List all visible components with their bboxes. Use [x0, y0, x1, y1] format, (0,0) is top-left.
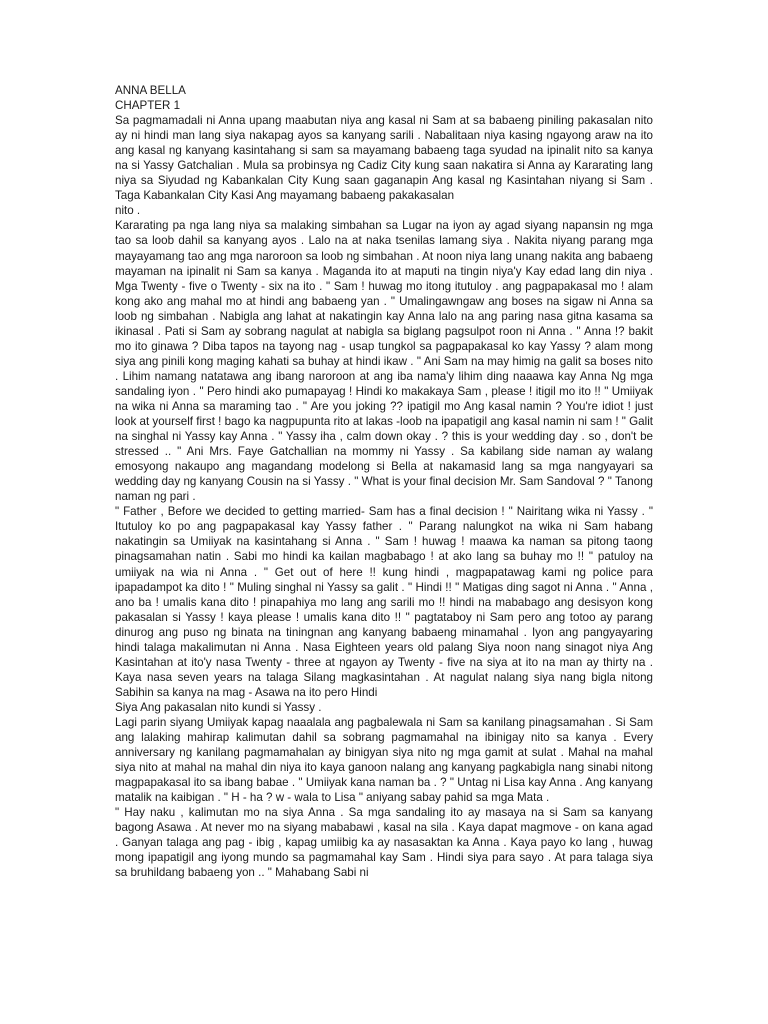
paragraph-4: " Father , Before we decided to getting married- Sam has a final decision ! " Nairitang wika ni Yassy . " Itutuloy ko po ang pagpapakasal kay Yassy father . " Parang nalungkot na wika ni Sam habang nakatingin sa Umiiyak na kasintahang si Anna . " Sam ! huwag ! maawa ka naman sa pitong taong pinagsamahan natin . Sabi mo hindi ka kailan magbabago ! at ako lang sa buhay mo !! " patuloy na umiiyak na wia ni Anna . " Get out of here !! kung hindi , magpapatawag kami ng police para ipapadampot ka dito ! " Muling singhal ni Yassy sa galit . " Hindi !! " Matigas ding sagot ni Anna . " Anna , ano ba ! umalis kana dito ! pinapahiya mo lang ang sarili mo !! hindi na mababago ang desisyon kong pakasalan si Yassy ! kaya please ! umalis kana dito !! " pagtataboy ni Sam pero ang totoo ay parang dinurog ang puso ng binata na tiningnan ang kanyang babaeng minamahal . Iyon ang pangyayaring hindi talaga makalimutan ni Anna . Nasa Eighteen years old palang Siya noon nang sinagot niya Ang Kasintahan at ito'y nasa Twenty - three at ngayon ay Twenty - five na siya at ito na man ay thirty na . Kaya nasa seven years na talaga Silang magkasintahan . At nagulat nalang siya nang bigla nitong Sabihin sa kanya na mag - Asawa na ito pero Hindi: [115, 505, 653, 699]
document-title: ANNA BELLA: [115, 84, 186, 97]
paragraph-1: Sa pagmamadali ni Anna upang maabutan niya ang kasal ni Sam at sa babaeng piniling pakasalan nito ay ni hindi man lang siya nakapag ayos sa kanyang sarili . Nabalitaan niya kasing ngayong araw na ito ang kasal ng kanyang kasintahang si sam sa mayamang babaeng taga syudad na ipinalit nito sa kanya na si Yassy Gatchalian . Mula sa probinsya ng Cadiz City kung saan nakatira si Anna ay Kararating lang niya sa Siyudad ng Kabankalan City Kung saan gaganapin Ang kasal ng Kasintahan niyang si Sam . Taga Kabankalan City Kasi Ang mayamang babaeng pakakasalan: [115, 114, 653, 203]
paragraph-2: nito .: [115, 204, 141, 218]
paragraph-7: " Hay naku , kalimutan mo na siya Anna . Sa mga sandaling ito ay masaya na si Sam sa kanyang bagong Asawa . At never mo na siyang mababawi , kasal na sila . Kaya dapat magmove - on kana agad . Ganyan talaga ang pag - ibig , kapag umiibig ka ay nasasaktan ka Anna . Kaya payo ko lang , huwag mong ipapatigil ang iyong mundo sa pagmamahal kay Sam . Hindi siya para sayo . At para talaga siya sa bruhildang babaeng yon .. " Mahabang Sabi ni: [115, 806, 653, 880]
chapter-heading: CHAPTER 1: [115, 99, 181, 113]
paragraph-5: Siya Ang pakasalan nito kundi si Yassy .: [115, 700, 322, 714]
paragraph-3: Kararating pa nga lang niya sa malaking simbahan sa Lugar na iyon ay agad siyang napansin ng mga tao sa loob dahil sa kanyang ayos . Lalo na at naka tsenilas lamang siya . Nakita niyang parang mga mayayamang tao ang mga naroroon sa loob ng simbahan . At noon niya lang unang nakita ang babaeng mayaman na ipinalit ni Sam sa kanya . Maganda ito at maputi na tingin niya'y Kay edad lang din niya . Mga Twenty - five o Twenty - six na ito . " Sam ! huwag mo itong itutuloy . ang pagpapakasal mo ! alam kong ako ang mahal mo at hindi ang babaeng yan . " Umalingawngaw ang boses na sigaw ni Anna sa loob ng simbahan . Nabigla ang lahat at nakatingin kay Anna lalo na ang paring nasa gitna kasama sa ikinasal . Pati si Sam ay sobrang nagulat at nabigla sa biglang pagsulpot roon ni Anna . " Anna !? bakit mo ito ginawa ? Diba tapos na tayong nag - usap tungkol sa pagpapakasal ko kay Yassy ? alam mong siya ang pinili kong maging kahati sa buhay at hindi ikaw . " Ani Sam na may himig na galit sa boses nito . Lihim namang natatawa ang ibang naroroon at ang iba nama'y lihim ding naaawa kay Anna Ng mga sandaling iyon . " Pero hindi ako pumapayag ! Hindi ko makakaya Sam , please ! itigil mo ito !! " Umiiyak na wika ni Anna sa maraming tao . " Are you joking ?? ipatigil mo Ang kasal namin ? You're idiot ! just look at yourself first ! bago ka nagpupunta rito at lakas -loob na ipapatigil ang kasal namin ni sam ! " Galit na singhal ni Yassy kay Anna . " Yassy iha , calm down okay . ? this is your wedding day . so , don't be stressed .. " Ani Mrs. Faye Gatchallian na mommy ni Yassy . Sa kabilang side naman ay walang emosyong nakaupo ang magandang modelong si Bella at nakamasid lang sa mga nangyayari sa wedding day ng kanyang Cousin na si Yassy . " What is your final decision Mr. Sam Sandoval ? " Tanong naman ng pari .: [115, 219, 653, 504]
paragraph-6: Lagi parin siyang Umiiyak kapag naaalala ang pagbalewala ni Sam sa kanilang pinagsamahan . Si Sam ang lalaking mahirap kalimutan dahil sa sobrang pagmamahal na ibinigay nito sa kanya . Every anniversary ng kanilang pagmamahalan ay binigyan siya nito ng mga gamit at sulat . Mahal na mahal siya nito at mahal na mahal din niya ito kaya ganoon nalang ang kanyang pagkabigla nang sinabi nitong magpapakasal ito sa ibang babae . " Umiiyak kana naman ba . ? " Untag ni Lisa kay Anna . Ang kanyang matalik na kaibigan . " H - ha ? w - wala to Lisa " aniyang sabay pahid sa mga Mata .: [115, 715, 653, 805]
document-page: [115, 83, 653, 880]
